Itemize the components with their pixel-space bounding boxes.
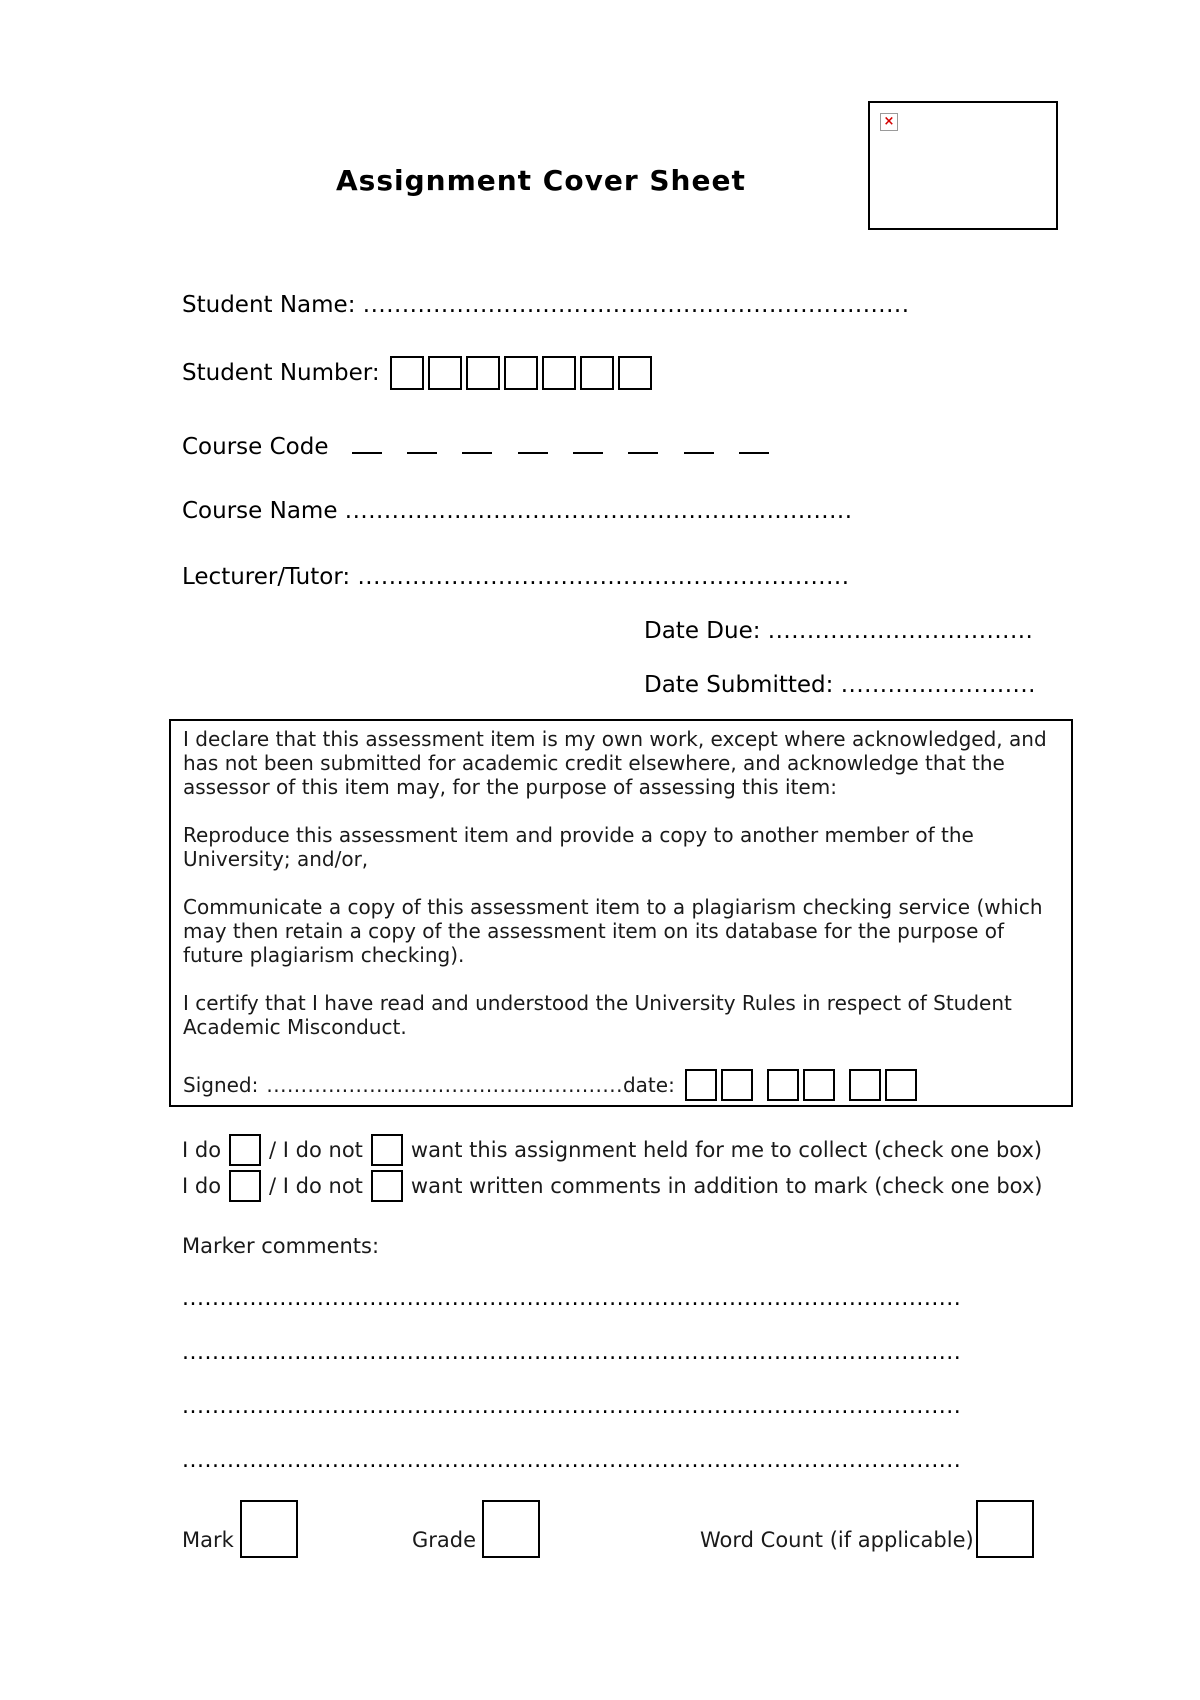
marker-comment-line[interactable]: ........................................................................................................ <box>182 1448 962 1473</box>
date-digit-box[interactable] <box>721 1069 753 1101</box>
student-name-label: Student Name: <box>182 292 356 318</box>
date-digit-box[interactable] <box>885 1069 917 1101</box>
i-do-label: I do <box>182 1138 222 1162</box>
collect-option-row <box>182 1134 1042 1166</box>
word-count-label: Word Count (if applicable) <box>700 1528 974 1552</box>
comments-option-text: want written comments in addition to mark (check one box) <box>410 1174 1043 1198</box>
date-submitted-row <box>644 672 1036 698</box>
i-do-not-label: / I do not <box>269 1174 363 1198</box>
student-number-digit-box[interactable] <box>428 356 462 390</box>
date-label: date: <box>622 1073 675 1097</box>
course-code-blank[interactable] <box>352 432 382 454</box>
course-name-input[interactable]: ................................................................. <box>344 498 853 524</box>
declaration-paragraph: Communicate a copy of this assessment item to a plagiarism checking service (which may then retain a copy of the assessment item on its database for the purpose of future plagiarism checking). <box>183 895 1043 967</box>
course-code-blank[interactable] <box>573 432 603 454</box>
marker-comments-label: Marker comments: <box>182 1234 380 1258</box>
course-code-blank[interactable] <box>462 432 492 454</box>
collect-option-text: want this assignment held for me to collect (check one box) <box>410 1138 1043 1162</box>
course-code-blank[interactable] <box>739 432 769 454</box>
student-number-row <box>182 356 656 390</box>
marker-comment-line[interactable]: ........................................................................................................ <box>182 1340 962 1365</box>
date-submitted-input[interactable]: ......................... <box>840 672 1036 698</box>
course-code-row <box>182 432 787 460</box>
declaration-paragraph: I declare that this assessment item is my own work, except where acknowledged, and has not been submitted for academic credit elsewhere, and acknowledge that the assessor of this item may, for the purpose of assessing this item: <box>183 727 1047 799</box>
lecturer-row <box>182 564 850 590</box>
date-year-boxes <box>849 1069 917 1101</box>
date-due-label: Date Due: <box>644 618 761 644</box>
student-number-label: Student Number: <box>182 360 380 386</box>
signature-row <box>183 1069 917 1101</box>
marker-comment-line[interactable]: ........................................................................................................ <box>182 1286 962 1311</box>
date-due-row <box>644 618 1033 644</box>
declaration-paragraph: Reproduce this assessment item and provide a copy to another member of the University; and/or, <box>183 823 974 871</box>
grade-box[interactable] <box>482 1500 540 1558</box>
course-name-row <box>182 498 853 524</box>
student-name-row <box>182 292 910 318</box>
student-number-boxes <box>390 356 656 390</box>
course-name-label: Course Name <box>182 498 338 524</box>
student-number-digit-box[interactable] <box>580 356 614 390</box>
student-number-digit-box[interactable] <box>466 356 500 390</box>
date-digit-box[interactable] <box>803 1069 835 1101</box>
date-day-boxes <box>685 1069 753 1101</box>
student-number-digit-box[interactable] <box>390 356 424 390</box>
course-code-blank[interactable] <box>407 432 437 454</box>
i-do-label: I do <box>182 1174 222 1198</box>
collect-yes-checkbox[interactable] <box>229 1134 261 1166</box>
page-title: Assignment Cover Sheet <box>336 164 746 197</box>
date-submitted-label: Date Submitted: <box>644 672 834 698</box>
date-due-input[interactable]: .................................. <box>767 618 1034 644</box>
mark-box[interactable] <box>240 1500 298 1558</box>
student-number-digit-box[interactable] <box>542 356 576 390</box>
date-digit-box[interactable] <box>685 1069 717 1101</box>
comments-yes-checkbox[interactable] <box>229 1170 261 1202</box>
signed-label: Signed: <box>183 1073 259 1097</box>
i-do-not-label: / I do not <box>269 1138 363 1162</box>
declaration-box <box>169 719 1073 1107</box>
lecturer-label: Lecturer/Tutor: <box>182 564 351 590</box>
student-name-input[interactable]: ...................................................................... <box>362 292 910 318</box>
course-code-blank[interactable] <box>628 432 658 454</box>
lecturer-input[interactable]: ............................................................... <box>357 564 850 590</box>
date-digit-box[interactable] <box>849 1069 881 1101</box>
declaration-paragraph: I certify that I have read and understood the University Rules in respect of Student Academic Misconduct. <box>183 991 1012 1039</box>
logo-placeholder <box>868 101 1058 230</box>
comments-option-row <box>182 1170 1042 1202</box>
course-code-label: Course Code <box>182 434 329 460</box>
broken-image-icon: × <box>880 113 898 131</box>
signature-input[interactable]: .................................................... <box>266 1073 623 1097</box>
grade-label: Grade <box>412 1528 477 1552</box>
mark-label: Mark <box>182 1528 234 1552</box>
comments-no-checkbox[interactable] <box>371 1170 403 1202</box>
word-count-box[interactable] <box>976 1500 1034 1558</box>
course-code-blank[interactable] <box>684 432 714 454</box>
collect-no-checkbox[interactable] <box>371 1134 403 1166</box>
date-digit-box[interactable] <box>767 1069 799 1101</box>
student-number-digit-box[interactable] <box>618 356 652 390</box>
course-code-blank[interactable] <box>518 432 548 454</box>
date-month-boxes <box>767 1069 835 1101</box>
marker-comment-line[interactable]: ........................................................................................................ <box>182 1394 962 1419</box>
student-number-digit-box[interactable] <box>504 356 538 390</box>
